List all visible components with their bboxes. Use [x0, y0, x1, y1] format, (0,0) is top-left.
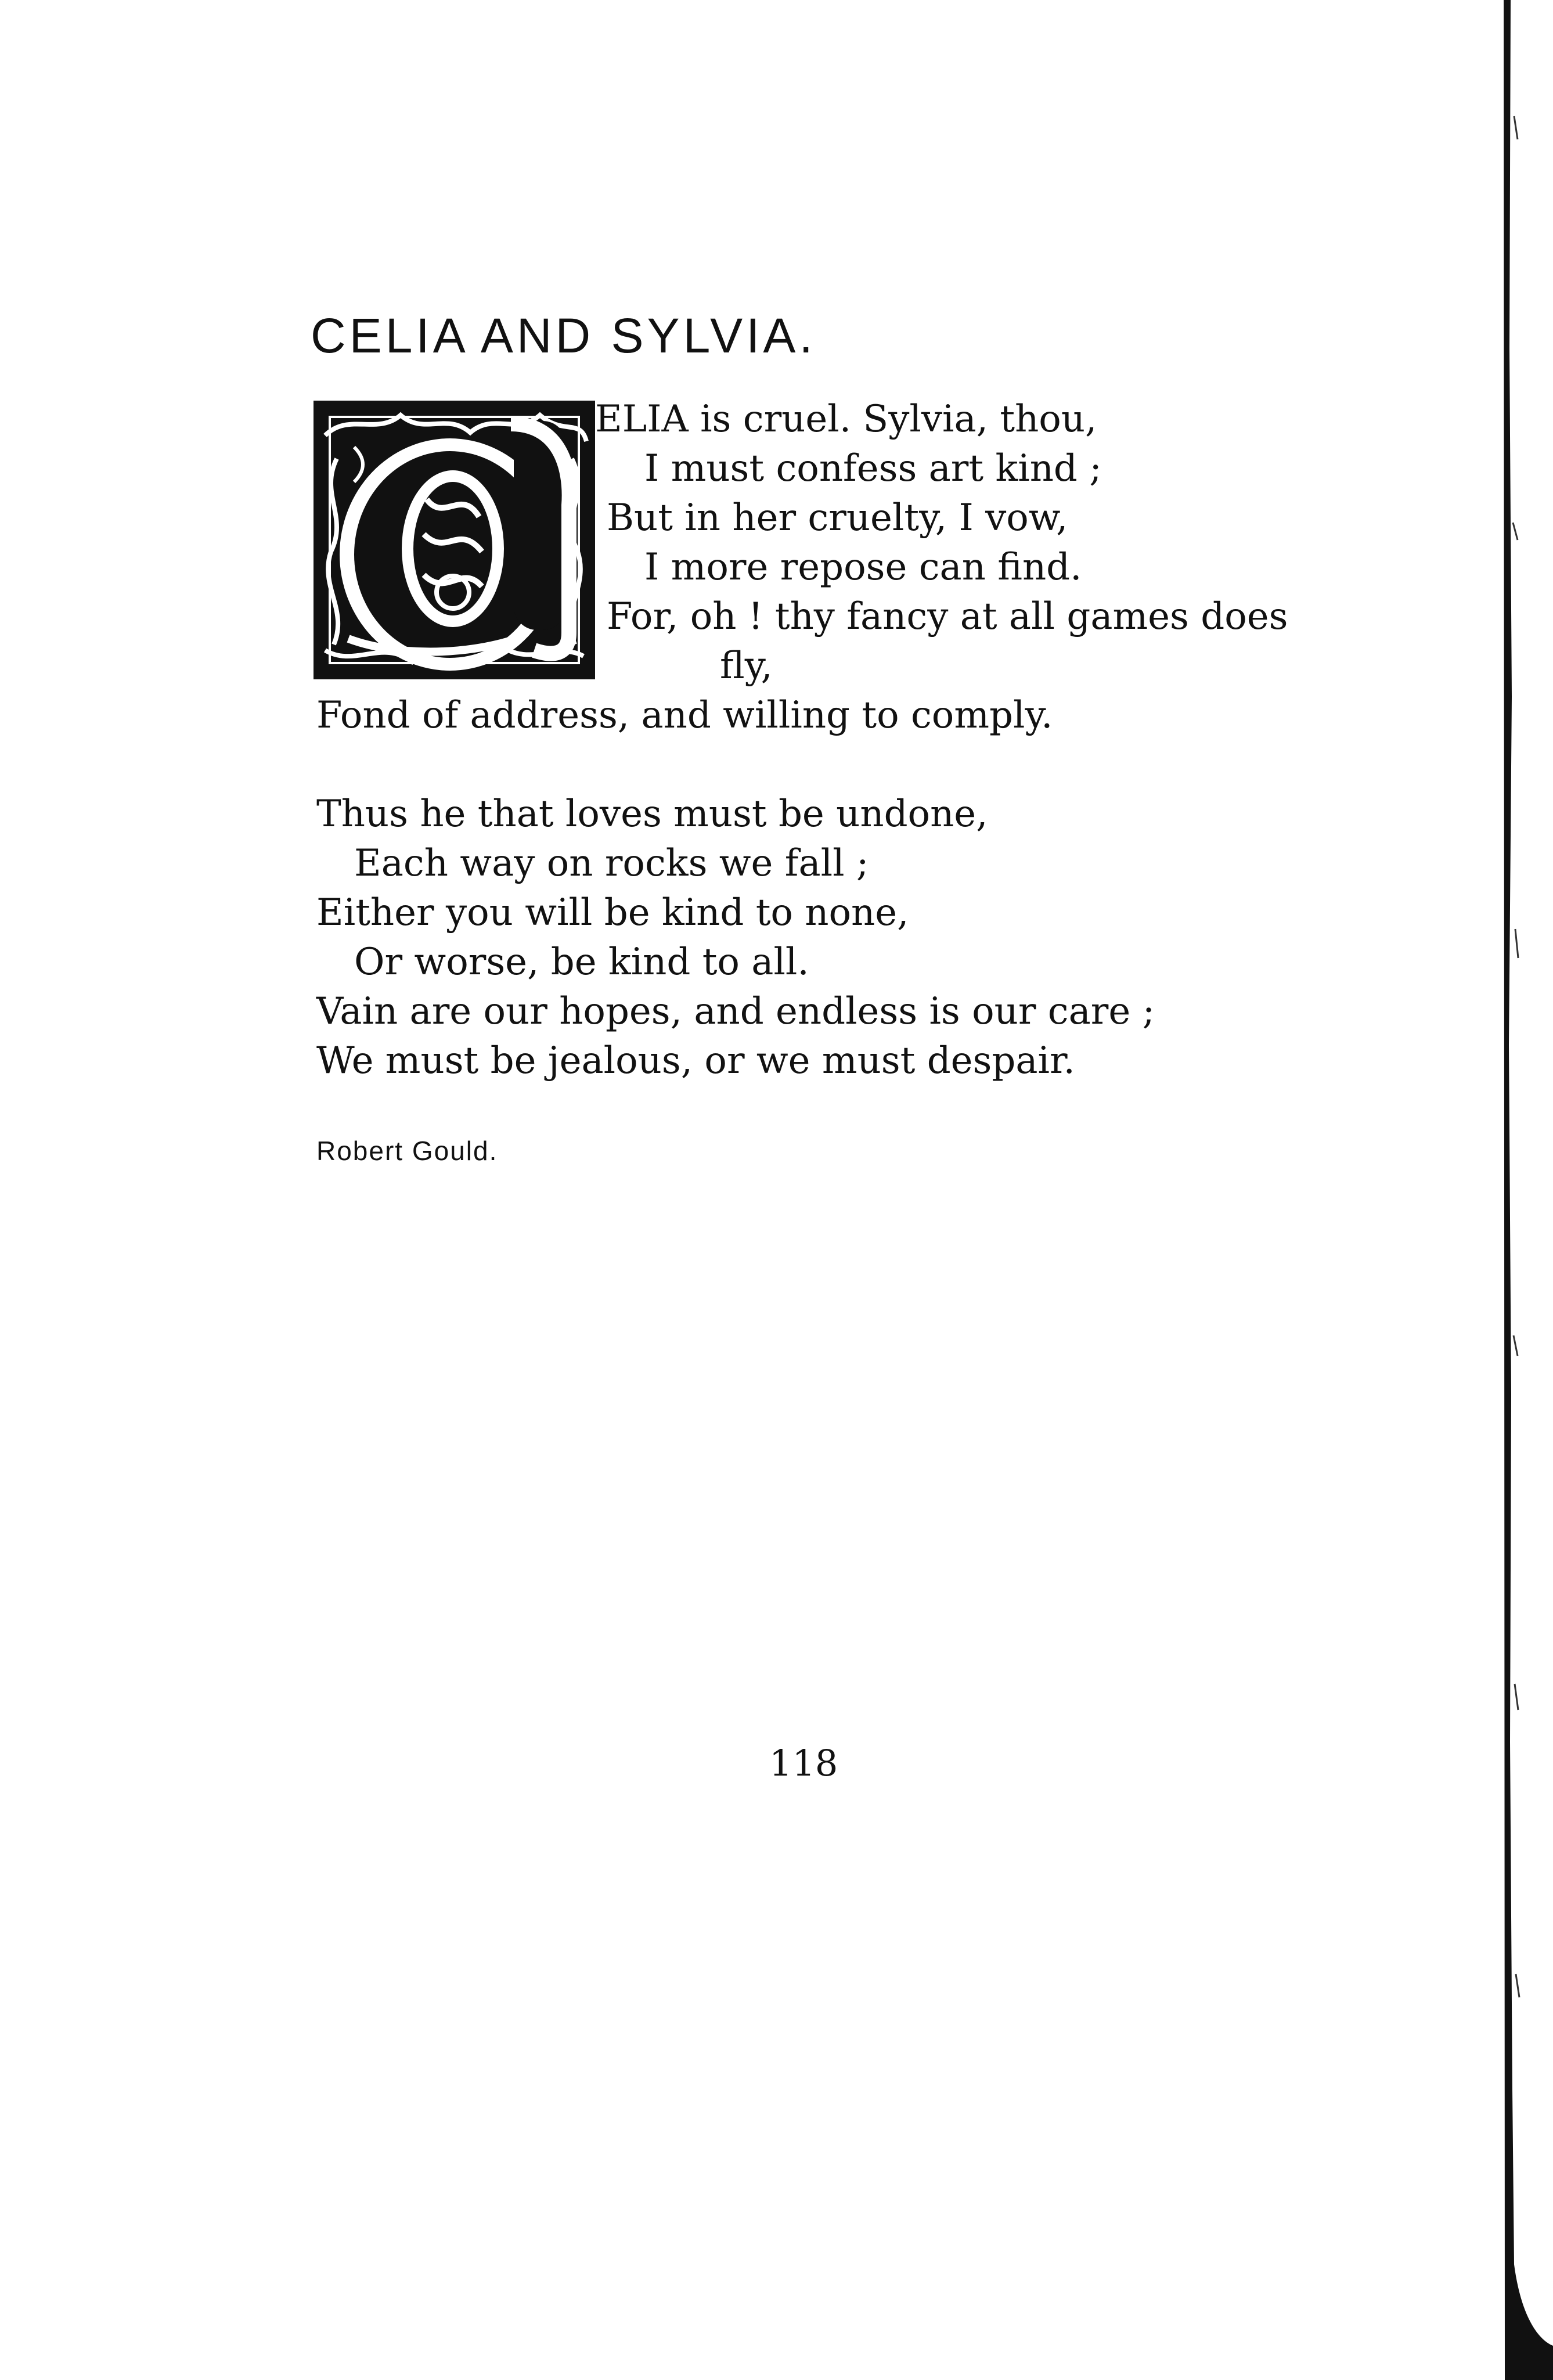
stanza2-line-3: Either you will be kind to none, — [316, 891, 909, 934]
stanza2-line-5: Vain are our hopes, and endless is our care ; — [316, 990, 1155, 1033]
stanza2-line-6: We must be jealous, or we must despair. — [316, 1039, 1075, 1082]
author-attribution: Robert Gould. — [316, 1136, 498, 1166]
page-edge-scan-artifact — [1498, 0, 1553, 2380]
stanza2-line-1: Thus he that loves must be undone, — [316, 793, 988, 836]
stanza1-line-1: ELIA is cruel. Sylvia, thou, — [595, 398, 1097, 441]
drop-cap-ornament — [314, 401, 595, 679]
stanza1-line-6: fly, — [720, 644, 773, 687]
stanza1-line-4: I more repose can find. — [644, 546, 1082, 589]
stanza1-line-3: But in her cruelty, I vow, — [607, 496, 1068, 539]
stanza2-line-4: Or worse, be kind to all. — [354, 941, 809, 984]
stanza2-line-2: Each way on rocks we fall ; — [354, 842, 869, 885]
stanza1-line-5: For, oh ! thy fancy at all games does — [607, 595, 1288, 638]
page-number: 118 — [769, 1742, 838, 1784]
poem-title: CELIA AND SYLVIA. — [311, 308, 816, 363]
stanza1-line-2: I must confess art kind ; — [644, 447, 1102, 490]
stanza1-line-7: Fond of address, and willing to comply. — [316, 694, 1053, 737]
